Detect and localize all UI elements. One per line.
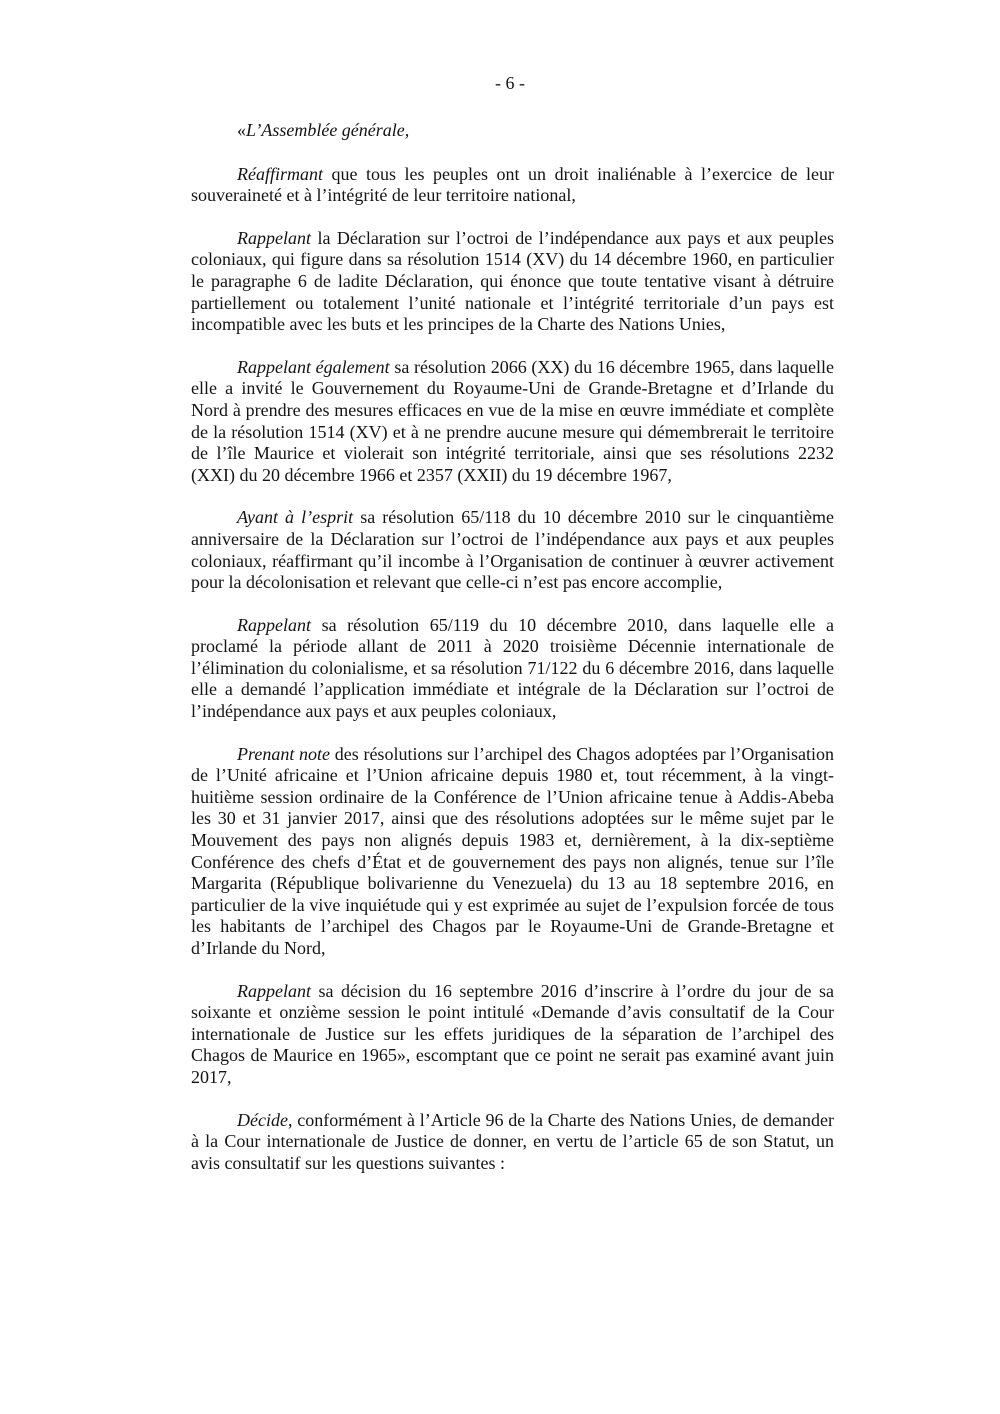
paragraph-rappelant-egalement — [191, 357, 834, 487]
opening-phrase: L’Assemblée générale, — [246, 120, 410, 140]
paragraph-ayant-a-l-esprit — [191, 507, 834, 593]
paragraph-body: sa résolution 65/118 du 10 décembre 2010 sur le cinquantième anniversaire de la Déclaration sur l’octroi de l’indépendance aux pays et aux peuples coloniaux, réaffirmant qu’il incombe à l’Organisation de continuer à œuvrer activement pour la décolonisation et relevant que celle-ci n’est pas encore accomplie, — [191, 507, 834, 593]
resolution-text — [191, 120, 834, 1195]
paragraph-reaffirmant — [191, 164, 834, 207]
paragraph-rappelant-decennie — [191, 615, 834, 723]
paragraph-keyword: Décide — [237, 1109, 288, 1130]
paragraph-keyword: Réaffirmant — [237, 163, 323, 184]
paragraph-body: que tous les peuples ont un droit inaliénable à l’exercice de leur souveraineté et à l’intégrité de leur territoire national, — [191, 163, 834, 206]
opening-quote-mark: « — [237, 120, 246, 140]
paragraph-keyword: Rappelant — [237, 980, 311, 1001]
paragraph-rappelant-declaration — [191, 228, 834, 336]
paragraph-keyword: Rappelant — [237, 614, 311, 635]
paragraph-keyword: Ayant à l’esprit — [237, 507, 354, 528]
paragraph-rappelant-decision — [191, 981, 834, 1089]
paragraph-body: sa décision du 16 septembre 2016 d’inscrire à l’ordre du jour de sa soixante et onzième session le point intitulé «Demande d’avis consultatif de la Cour internationale de Justice sur les effets juridiques de la séparation de l’archipel des Chagos de Maurice en 1965», escomptant que ce point ne serait pas examiné avant juin 2017, — [191, 980, 834, 1087]
paragraph-prenant-note — [191, 744, 834, 960]
paragraph-body: sa résolution 2066 (XX) du 16 décembre 1965, dans laquelle elle a invité le Gouvernement du Royaume-Uni de Grande-Bretagne et d’Irlande du Nord à prendre des mesures efficaces en vue de la mise en œuvre immédiate et complète de la résolution 1514 (XV) et à ne prendre aucune mesure qui démembrerait le territoire de l’île Maurice et violerait son intégrité territoriale, ainsi que ses résolutions 2232 (XXI) du 20 décembre 1966 et 2357 (XXII) du 19 décembre 1967, — [191, 356, 834, 485]
paragraph-body: des résolutions sur l’archipel des Chagos adoptées par l’Organisation de l’Unité africaine et l’Union africaine depuis 1980 et, tout récemment, à la vingt-huitième session ordinaire de la Conférence de l’Union africaine tenue à Addis-Abeba les 30 et 31 janvier 2017, ainsi que des résolutions adoptées sur le même sujet par le Mouvement des pays non alignés depuis 1983 et, dernièrement, à la dix-septième Conférence des chefs d’État et de gouvernement des pays non alignés, tenue sur l’île Margarita (République bolivarienne du Venezuela) du 13 au 18 septembre 2016, en particulier de la vive inquiétude qui y est exprimée au sujet de l’expulsion forcée de tous les habitants de l’archipel des Chagos par le Royaume-Uni de Grande-Bretagne et d’Irlande du Nord, — [191, 743, 834, 958]
paragraph-body: sa résolution 65/119 du 10 décembre 2010, dans laquelle elle a proclamé la période allant de 2011 à 2020 troisième Décennie internationale de l’élimination du colonialisme, et sa résolution 71/122 du 6 décembre 2016, dans laquelle elle a demandé l’application immédiate et intégrale de la Déclaration sur l’octroi de l’indépendance aux pays et aux peuples coloniaux, — [191, 614, 834, 722]
opening-line — [191, 120, 834, 142]
paragraph-keyword: Prenant note — [237, 743, 331, 764]
page-number: - 6 - — [495, 73, 525, 93]
paragraph-keyword: Rappelant — [237, 227, 311, 248]
paragraph-body: la Déclaration sur l’octroi de l’indépendance aux pays et aux peuples coloniaux, qui figure dans sa résolution 1514 (XV) du 14 décembre 1960, en particulier le paragraphe 6 de ladite Déclaration, qui énonce que toute tentative visant à détruire partiellement ou totalement l’unité nationale et l’intégrité territoriale d’un pays est incompatible avec les buts et les principes de la Charte des Nations Unies, — [191, 227, 834, 335]
paragraph-body: , conformément à l’Article 96 de la Charte des Nations Unies, de demander à la Cour internationale de Justice de donner, en vertu de l’article 65 de son Statut, un avis consultatif sur les questions suivantes : — [191, 1109, 834, 1173]
paragraph-keyword: Rappelant également — [237, 356, 390, 377]
paragraph-decide — [191, 1110, 834, 1175]
